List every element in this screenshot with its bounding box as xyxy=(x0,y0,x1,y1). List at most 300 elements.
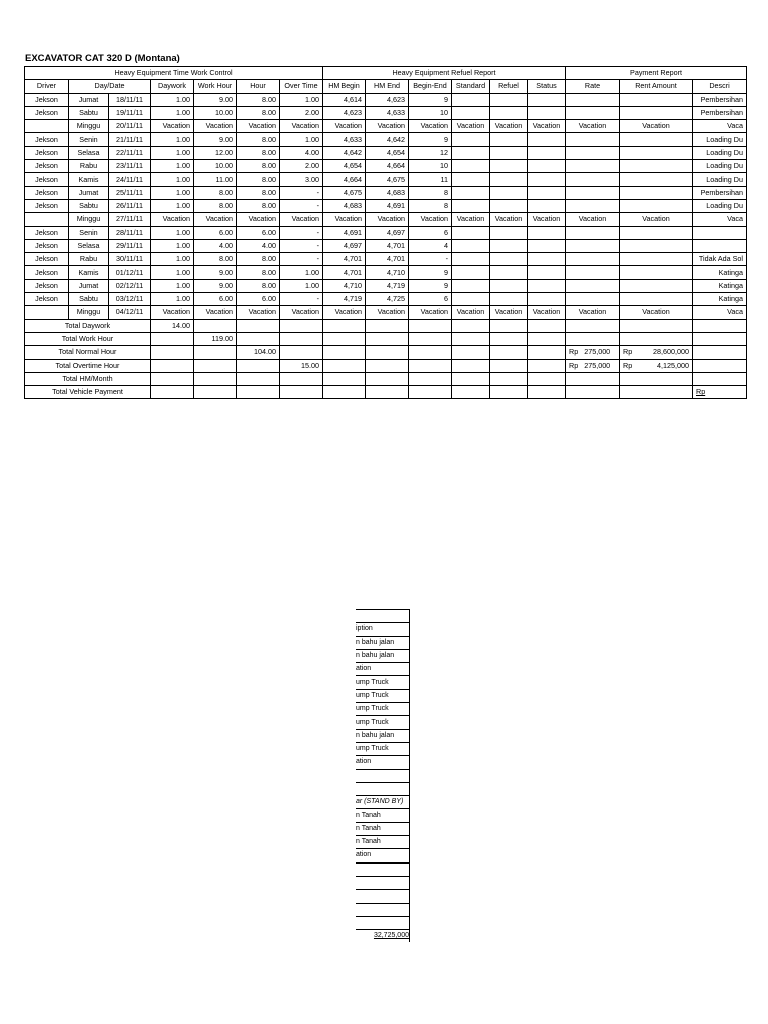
cell-refuel xyxy=(490,253,528,266)
cell-begin-end: 12 xyxy=(409,146,452,159)
cell-begin-end: 9 xyxy=(409,266,452,279)
total-cell xyxy=(409,346,452,359)
total-cell xyxy=(566,372,620,385)
cell-day: Sabtu xyxy=(69,199,109,212)
cell-hour: 8.00 xyxy=(237,186,280,199)
cell-over-time: - xyxy=(280,199,323,212)
cell-hour: 8.00 xyxy=(237,173,280,186)
cell-hour: 8.00 xyxy=(237,93,280,106)
total-rent xyxy=(620,359,693,372)
total-cell xyxy=(194,319,237,332)
total-cell xyxy=(151,386,194,399)
total-cell xyxy=(620,319,693,332)
cell-hm-begin: Vacation xyxy=(323,120,366,133)
cell-hour: 8.00 xyxy=(237,160,280,173)
cell-date: 28/11/11 xyxy=(109,226,151,239)
total-rate xyxy=(566,346,620,359)
cell-work-hour: Vacation xyxy=(194,213,237,226)
cell-standard xyxy=(452,106,490,119)
total-cell xyxy=(366,386,409,399)
cell-work-hour: Vacation xyxy=(194,306,237,319)
fragment-cell: ar (STAND BY) xyxy=(356,796,410,809)
total-cell xyxy=(151,332,194,345)
total-vehicle-payment xyxy=(693,386,747,399)
total-cell xyxy=(409,359,452,372)
total-cell xyxy=(693,332,747,345)
cell-hm-begin: 4,701 xyxy=(323,253,366,266)
total-cell xyxy=(528,332,566,345)
cell-refuel: Vacation xyxy=(490,120,528,133)
total-cell xyxy=(280,346,323,359)
cell-over-time: - xyxy=(280,239,323,252)
total-cell xyxy=(490,346,528,359)
fragment-row xyxy=(356,876,410,889)
fragment-row xyxy=(356,729,410,742)
fragment-cell: n bahu jalan xyxy=(356,636,410,649)
cell-desc: Vaca xyxy=(693,120,747,133)
total-cell xyxy=(490,332,528,345)
total-value: 104.00 xyxy=(237,346,280,359)
cell-hm-end: 4,664 xyxy=(366,160,409,173)
cell-rent xyxy=(620,239,693,252)
total-cell xyxy=(323,346,366,359)
cell-rent xyxy=(620,279,693,292)
fragment-row xyxy=(356,916,410,929)
cell-over-time: 4.00 xyxy=(280,146,323,159)
cell-hm-begin: 4,642 xyxy=(323,146,366,159)
cell-rate: Vacation xyxy=(566,306,620,319)
cell-driver xyxy=(25,120,69,133)
cell-work-hour: 6.00 xyxy=(194,293,237,306)
fragment-cell xyxy=(356,863,410,877)
total-row-overtime-hour xyxy=(25,359,747,372)
cell-work-hour: 12.00 xyxy=(194,146,237,159)
cell-refuel xyxy=(490,133,528,146)
table-row xyxy=(25,160,747,173)
cell-hour: 8.00 xyxy=(237,253,280,266)
cell-rate xyxy=(566,173,620,186)
description-fragment-table xyxy=(356,609,410,942)
rent-amount: 4,125,000 xyxy=(657,360,689,370)
cell-begin-end: 10 xyxy=(409,160,452,173)
cell-daywork: 1.00 xyxy=(151,160,194,173)
fragment-row xyxy=(356,703,410,716)
table-row xyxy=(25,266,747,279)
cell-rent xyxy=(620,266,693,279)
fragment-row xyxy=(356,809,410,822)
cell-day: Jumat xyxy=(69,186,109,199)
fragment-cell xyxy=(356,903,410,916)
fragment-cell: ump Truck xyxy=(356,742,410,755)
cell-standard xyxy=(452,146,490,159)
cell-day: Minggu xyxy=(69,213,109,226)
cell-hour: 8.00 xyxy=(237,146,280,159)
total-cell xyxy=(452,319,490,332)
group-time-work: Heavy Equipment Time Work Control xyxy=(25,67,323,80)
table-row xyxy=(25,106,747,119)
cell-rate: Vacation xyxy=(566,120,620,133)
cell-work-hour: 6.00 xyxy=(194,226,237,239)
cell-status xyxy=(528,199,566,212)
cell-hm-end: 4,642 xyxy=(366,133,409,146)
cell-status xyxy=(528,239,566,252)
cell-begin-end: 9 xyxy=(409,93,452,106)
fragment-cell: ump Truck xyxy=(356,689,410,702)
cell-driver: Jekson xyxy=(25,173,69,186)
rate-currency: Rp xyxy=(569,360,579,370)
cell-rent: Vacation xyxy=(620,306,693,319)
cell-begin-end: 9 xyxy=(409,279,452,292)
cell-begin-end: 8 xyxy=(409,186,452,199)
cell-over-time: Vacation xyxy=(280,306,323,319)
total-row-work-hour xyxy=(25,332,747,345)
col-daywork: Daywork xyxy=(151,80,194,93)
fragment-cell: n Tanah xyxy=(356,822,410,835)
cell-refuel xyxy=(490,160,528,173)
total-cell xyxy=(528,386,566,399)
cell-status xyxy=(528,160,566,173)
fragment-cell: ump Truck xyxy=(356,676,410,689)
cell-hm-end: 4,683 xyxy=(366,186,409,199)
cell-begin-end: 10 xyxy=(409,106,452,119)
cell-begin-end: 11 xyxy=(409,173,452,186)
cell-hm-end: 4,654 xyxy=(366,146,409,159)
fragment-row xyxy=(356,742,410,755)
fragment-row xyxy=(356,689,410,702)
cell-hm-begin: 4,664 xyxy=(323,173,366,186)
total-cell xyxy=(151,346,194,359)
cell-over-time: Vacation xyxy=(280,120,323,133)
cell-begin-end: - xyxy=(409,253,452,266)
cell-refuel xyxy=(490,186,528,199)
cell-standard xyxy=(452,239,490,252)
cell-date: 27/11/11 xyxy=(109,213,151,226)
cell-refuel xyxy=(490,266,528,279)
cell-refuel xyxy=(490,239,528,252)
cell-daywork: 1.00 xyxy=(151,133,194,146)
total-cell xyxy=(452,372,490,385)
total-cell xyxy=(528,372,566,385)
total-row-vehicle-payment xyxy=(25,386,747,399)
group-header-row xyxy=(25,67,747,80)
cell-hm-end: 4,623 xyxy=(366,93,409,106)
table-row xyxy=(25,93,747,106)
cell-standard xyxy=(452,173,490,186)
total-cell xyxy=(366,319,409,332)
fragment-row xyxy=(356,663,410,676)
total-cell xyxy=(693,319,747,332)
cell-daywork: 1.00 xyxy=(151,93,194,106)
fragment-cell: n bahu jalan xyxy=(356,649,410,662)
cell-over-time: - xyxy=(280,293,323,306)
cell-rent: Vacation xyxy=(620,120,693,133)
cell-hm-end: 4,719 xyxy=(366,279,409,292)
cell-standard xyxy=(452,93,490,106)
cell-daywork: 1.00 xyxy=(151,253,194,266)
total-cell xyxy=(323,319,366,332)
total-cell xyxy=(409,386,452,399)
total-label: Total Overtime Hour xyxy=(25,359,151,372)
total-cell xyxy=(409,372,452,385)
col-hour: Hour xyxy=(237,80,280,93)
total-cell xyxy=(528,359,566,372)
cell-date: 20/11/11 xyxy=(109,120,151,133)
fragment-cell: ump Truck xyxy=(356,703,410,716)
cell-hour: Vacation xyxy=(237,306,280,319)
cell-over-time: Vacation xyxy=(280,213,323,226)
total-rent xyxy=(620,346,693,359)
total-cell xyxy=(237,386,280,399)
cell-over-time: 1.00 xyxy=(280,266,323,279)
total-label: Total Daywork xyxy=(25,319,151,332)
table-row xyxy=(25,173,747,186)
cell-daywork: Vacation xyxy=(151,120,194,133)
rate-amount: 275,000 xyxy=(584,360,611,370)
table-row xyxy=(25,226,747,239)
col-day-date: Day/Date xyxy=(69,80,151,93)
cell-desc: Pembersihan xyxy=(693,93,747,106)
cell-desc: Loading Du xyxy=(693,160,747,173)
cell-driver: Jekson xyxy=(25,226,69,239)
cell-work-hour: 11.00 xyxy=(194,173,237,186)
cell-hm-end: 4,701 xyxy=(366,239,409,252)
cell-hm-begin: 4,719 xyxy=(323,293,366,306)
total-cell xyxy=(366,372,409,385)
col-refuel: Refuel xyxy=(490,80,528,93)
fragment-cell xyxy=(356,876,410,889)
total-cell xyxy=(194,372,237,385)
cell-standard xyxy=(452,199,490,212)
cell-hm-begin: Vacation xyxy=(323,306,366,319)
total-cell xyxy=(194,359,237,372)
table-row xyxy=(25,306,747,319)
cell-rent xyxy=(620,93,693,106)
cell-driver: Jekson xyxy=(25,133,69,146)
cell-begin-end: 4 xyxy=(409,239,452,252)
cell-work-hour: 10.00 xyxy=(194,160,237,173)
cell-status: Vacation xyxy=(528,306,566,319)
cell-standard xyxy=(452,279,490,292)
cell-date: 24/11/11 xyxy=(109,173,151,186)
cell-status xyxy=(528,133,566,146)
cell-driver xyxy=(25,213,69,226)
cell-day: Selasa xyxy=(69,146,109,159)
cell-hm-end: 4,691 xyxy=(366,199,409,212)
total-cell xyxy=(366,359,409,372)
cell-hm-end: 4,725 xyxy=(366,293,409,306)
cell-status xyxy=(528,146,566,159)
cell-date: 02/12/11 xyxy=(109,279,151,292)
cell-driver: Jekson xyxy=(25,199,69,212)
cell-over-time: - xyxy=(280,253,323,266)
cell-desc: Katinga xyxy=(693,266,747,279)
total-label: Total Vehicle Payment xyxy=(25,386,151,399)
cell-standard: Vacation xyxy=(452,306,490,319)
cell-hm-begin: 4,654 xyxy=(323,160,366,173)
cell-desc: Vaca xyxy=(693,213,747,226)
cell-desc: Pembersihan xyxy=(693,106,747,119)
cell-date: 21/11/11 xyxy=(109,133,151,146)
fragment-row xyxy=(356,716,410,729)
fragment-cell xyxy=(356,782,410,795)
table-row xyxy=(25,293,747,306)
cell-refuel xyxy=(490,293,528,306)
cell-status xyxy=(528,186,566,199)
cell-hm-end: 4,697 xyxy=(366,226,409,239)
cell-daywork: 1.00 xyxy=(151,226,194,239)
cell-hour: 8.00 xyxy=(237,199,280,212)
total-cell xyxy=(194,346,237,359)
cell-desc xyxy=(693,239,747,252)
fragment-cell: n Tanah xyxy=(356,809,410,822)
cell-day: Selasa xyxy=(69,239,109,252)
total-label: Total Normal Hour xyxy=(25,346,151,359)
cell-rate xyxy=(566,160,620,173)
cell-standard xyxy=(452,160,490,173)
cell-hm-begin: 4,697 xyxy=(323,239,366,252)
total-cell xyxy=(693,359,747,372)
cell-date: 25/11/11 xyxy=(109,186,151,199)
cell-rent: Vacation xyxy=(620,213,693,226)
total-row-hm-month xyxy=(25,372,747,385)
col-standard: Standard xyxy=(452,80,490,93)
cell-hm-end: Vacation xyxy=(366,306,409,319)
cell-rent xyxy=(620,293,693,306)
cell-status xyxy=(528,93,566,106)
fragment-cell: ump Truck xyxy=(356,716,410,729)
cell-driver: Jekson xyxy=(25,266,69,279)
fragment-row xyxy=(356,610,410,623)
cell-status xyxy=(528,253,566,266)
total-cell xyxy=(620,332,693,345)
cell-rent xyxy=(620,186,693,199)
fragment-row xyxy=(356,623,410,636)
cell-day: Minggu xyxy=(69,306,109,319)
equipment-report-table xyxy=(24,66,747,399)
cell-driver: Jekson xyxy=(25,93,69,106)
cell-driver: Jekson xyxy=(25,239,69,252)
cell-daywork: 1.00 xyxy=(151,199,194,212)
total-cell xyxy=(409,319,452,332)
cell-hour: 8.00 xyxy=(237,133,280,146)
fragment-row xyxy=(356,836,410,849)
cell-hm-end: 4,710 xyxy=(366,266,409,279)
cell-daywork: 1.00 xyxy=(151,266,194,279)
cell-rate xyxy=(566,106,620,119)
total-cell xyxy=(366,332,409,345)
total-cell xyxy=(452,386,490,399)
cell-rate xyxy=(566,93,620,106)
cell-hour: 8.00 xyxy=(237,266,280,279)
cell-over-time: 1.00 xyxy=(280,93,323,106)
fragment-cell: ation xyxy=(356,756,410,769)
cell-hm-begin: 4,701 xyxy=(323,266,366,279)
cell-work-hour: 4.00 xyxy=(194,239,237,252)
cell-rate xyxy=(566,199,620,212)
cell-daywork: 1.00 xyxy=(151,239,194,252)
cell-hm-end: Vacation xyxy=(366,213,409,226)
cell-rent xyxy=(620,133,693,146)
col-hm-begin: HM Begin xyxy=(323,80,366,93)
cell-date: 26/11/11 xyxy=(109,199,151,212)
cell-work-hour: 9.00 xyxy=(194,279,237,292)
cell-begin-end: Vacation xyxy=(409,213,452,226)
cell-date: 30/11/11 xyxy=(109,253,151,266)
sheet-title: EXCAVATOR CAT 320 D (Montana) xyxy=(25,53,180,64)
total-cell xyxy=(620,372,693,385)
cell-day: Sabtu xyxy=(69,106,109,119)
col-over-time: Over Time xyxy=(280,80,323,93)
cell-desc xyxy=(693,226,747,239)
cell-status xyxy=(528,173,566,186)
table-row xyxy=(25,186,747,199)
total-cell xyxy=(490,319,528,332)
cell-work-hour: 9.00 xyxy=(194,266,237,279)
cell-driver: Jekson xyxy=(25,146,69,159)
cell-over-time: 3.00 xyxy=(280,173,323,186)
cell-hour: 6.00 xyxy=(237,226,280,239)
cell-rate xyxy=(566,266,620,279)
total-cell xyxy=(323,332,366,345)
cell-refuel: Vacation xyxy=(490,213,528,226)
cell-daywork: 1.00 xyxy=(151,279,194,292)
cell-daywork: Vacation xyxy=(151,213,194,226)
cell-driver: Jekson xyxy=(25,186,69,199)
fragment-row xyxy=(356,930,410,943)
cell-day: Jumat xyxy=(69,93,109,106)
total-cell xyxy=(237,372,280,385)
cell-rate xyxy=(566,253,620,266)
total-cell xyxy=(528,346,566,359)
total-cell xyxy=(490,372,528,385)
cell-day: Minggu xyxy=(69,120,109,133)
cell-over-time: 1.00 xyxy=(280,133,323,146)
total-cell xyxy=(323,386,366,399)
total-cell xyxy=(366,346,409,359)
fragment-cell: ation xyxy=(356,663,410,676)
cell-daywork: 1.00 xyxy=(151,186,194,199)
total-cell xyxy=(566,319,620,332)
cell-rate xyxy=(566,133,620,146)
total-cell xyxy=(280,372,323,385)
cell-begin-end: Vacation xyxy=(409,120,452,133)
cell-rent xyxy=(620,160,693,173)
total-value: 15.00 xyxy=(280,359,323,372)
cell-day: Rabu xyxy=(69,253,109,266)
cell-hm-end: 4,701 xyxy=(366,253,409,266)
cell-driver: Jekson xyxy=(25,293,69,306)
total-cell xyxy=(693,346,747,359)
cell-standard xyxy=(452,293,490,306)
cell-status: Vacation xyxy=(528,213,566,226)
cell-desc: Loading Du xyxy=(693,146,747,159)
total-label: Total Work Hour xyxy=(25,332,151,345)
cell-driver: Jekson xyxy=(25,160,69,173)
col-rent-amount: Rent Amount xyxy=(620,80,693,93)
cell-day: Rabu xyxy=(69,160,109,173)
cell-driver xyxy=(25,306,69,319)
cell-hm-begin: 4,683 xyxy=(323,199,366,212)
cell-over-time: - xyxy=(280,226,323,239)
fragment-row xyxy=(356,849,410,863)
cell-daywork: 1.00 xyxy=(151,293,194,306)
total-cell xyxy=(151,359,194,372)
fragment-row xyxy=(356,756,410,769)
cell-driver: Jekson xyxy=(25,106,69,119)
table-row xyxy=(25,120,747,133)
fragment-row xyxy=(356,890,410,903)
cell-date: 18/11/11 xyxy=(109,93,151,106)
